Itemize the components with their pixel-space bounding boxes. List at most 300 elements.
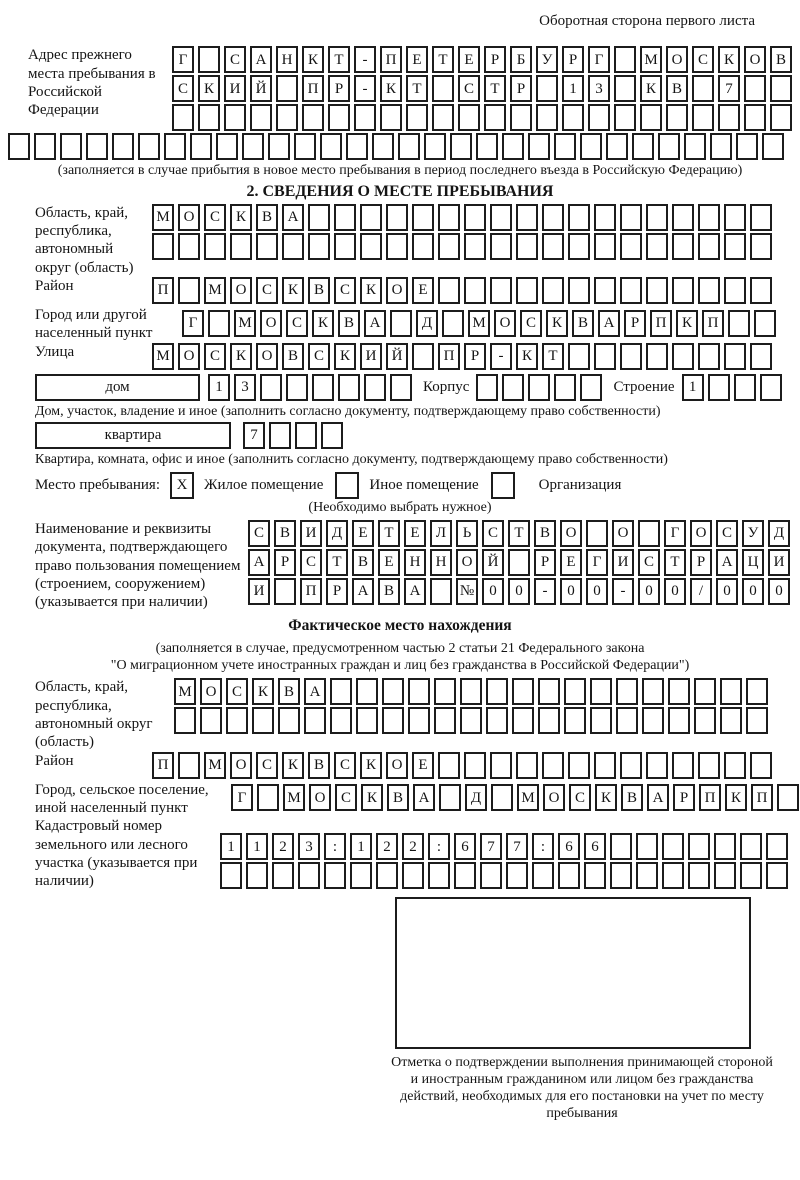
form-cell[interactable] bbox=[246, 862, 268, 889]
form-cell[interactable]: К bbox=[640, 75, 662, 102]
form-cell[interactable] bbox=[692, 75, 714, 102]
form-cell[interactable] bbox=[278, 707, 300, 734]
form-cell[interactable] bbox=[204, 233, 226, 260]
form-cell[interactable] bbox=[688, 833, 710, 860]
form-cell[interactable] bbox=[580, 374, 602, 401]
form-cell[interactable] bbox=[276, 75, 298, 102]
form-cell[interactable]: С bbox=[334, 277, 356, 304]
form-cell[interactable] bbox=[746, 707, 768, 734]
form-cell[interactable] bbox=[434, 678, 456, 705]
form-cell[interactable] bbox=[268, 133, 290, 160]
form-cell[interactable] bbox=[698, 343, 720, 370]
form-cell[interactable] bbox=[294, 133, 316, 160]
form-cell[interactable]: Л bbox=[430, 520, 452, 547]
form-cell[interactable]: К bbox=[360, 752, 382, 779]
form-cell[interactable] bbox=[594, 233, 616, 260]
form-cell[interactable] bbox=[430, 578, 452, 605]
form-cell[interactable] bbox=[208, 310, 230, 337]
form-cell[interactable] bbox=[295, 422, 317, 449]
form-cell[interactable] bbox=[770, 75, 792, 102]
form-cell[interactable] bbox=[638, 520, 660, 547]
form-cell[interactable] bbox=[684, 133, 706, 160]
form-cell[interactable]: К bbox=[282, 277, 304, 304]
form-cell[interactable] bbox=[750, 752, 772, 779]
form-cell[interactable] bbox=[308, 233, 330, 260]
form-cell[interactable]: К bbox=[718, 46, 740, 73]
form-cell[interactable]: А bbox=[282, 204, 304, 231]
form-cell[interactable]: П bbox=[438, 343, 460, 370]
form-cell[interactable] bbox=[138, 133, 160, 160]
form-cell[interactable] bbox=[464, 233, 486, 260]
form-cell[interactable] bbox=[744, 75, 766, 102]
form-cell[interactable]: Е bbox=[378, 549, 400, 576]
form-cell[interactable] bbox=[516, 277, 538, 304]
form-cell[interactable] bbox=[260, 374, 282, 401]
form-cell[interactable]: Г bbox=[172, 46, 194, 73]
form-cell[interactable] bbox=[334, 204, 356, 231]
form-cell[interactable]: Т bbox=[328, 46, 350, 73]
form-cell[interactable]: 3 bbox=[298, 833, 320, 860]
form-cell[interactable]: У bbox=[536, 46, 558, 73]
form-cell[interactable] bbox=[486, 707, 508, 734]
form-cell[interactable] bbox=[614, 46, 636, 73]
form-cell[interactable] bbox=[532, 862, 554, 889]
organization-checkbox[interactable] bbox=[491, 472, 515, 499]
form-cell[interactable] bbox=[720, 707, 742, 734]
form-cell[interactable]: О bbox=[256, 343, 278, 370]
form-cell[interactable] bbox=[506, 862, 528, 889]
form-cell[interactable] bbox=[588, 104, 610, 131]
form-cell[interactable]: 6 bbox=[584, 833, 606, 860]
form-cell[interactable] bbox=[724, 277, 746, 304]
form-cell[interactable]: Т bbox=[378, 520, 400, 547]
form-cell[interactable]: Ц bbox=[742, 549, 764, 576]
form-cell[interactable] bbox=[428, 862, 450, 889]
form-cell[interactable] bbox=[512, 707, 534, 734]
residential-checkbox[interactable]: X bbox=[170, 472, 194, 499]
form-cell[interactable]: Е bbox=[412, 752, 434, 779]
form-cell[interactable]: К bbox=[676, 310, 698, 337]
form-cell[interactable] bbox=[276, 104, 298, 131]
form-cell[interactable]: - bbox=[534, 578, 556, 605]
form-cell[interactable] bbox=[620, 752, 642, 779]
form-cell[interactable]: С bbox=[224, 46, 246, 73]
form-cell[interactable]: А bbox=[364, 310, 386, 337]
form-cell[interactable]: М bbox=[640, 46, 662, 73]
form-cell[interactable] bbox=[708, 374, 730, 401]
form-cell[interactable] bbox=[510, 104, 532, 131]
form-cell[interactable] bbox=[438, 752, 460, 779]
form-cell[interactable] bbox=[586, 520, 608, 547]
form-cell[interactable]: 2 bbox=[376, 833, 398, 860]
form-cell[interactable] bbox=[376, 862, 398, 889]
form-cell[interactable] bbox=[434, 707, 456, 734]
form-cell[interactable]: 6 bbox=[558, 833, 580, 860]
form-cell[interactable]: А bbox=[304, 678, 326, 705]
form-cell[interactable] bbox=[594, 204, 616, 231]
form-cell[interactable]: Н bbox=[404, 549, 426, 576]
form-cell[interactable] bbox=[512, 678, 534, 705]
form-cell[interactable] bbox=[252, 707, 274, 734]
form-cell[interactable] bbox=[330, 707, 352, 734]
form-cell[interactable]: 2 bbox=[402, 833, 424, 860]
form-cell[interactable]: - bbox=[490, 343, 512, 370]
form-cell[interactable]: О bbox=[260, 310, 282, 337]
form-cell[interactable] bbox=[710, 133, 732, 160]
form-cell[interactable] bbox=[590, 707, 612, 734]
form-cell[interactable] bbox=[750, 343, 772, 370]
form-cell[interactable]: 1 bbox=[208, 374, 230, 401]
form-cell[interactable] bbox=[398, 133, 420, 160]
form-cell[interactable] bbox=[594, 277, 616, 304]
form-cell[interactable]: О bbox=[560, 520, 582, 547]
form-cell[interactable] bbox=[484, 104, 506, 131]
form-cell[interactable]: Ь bbox=[456, 520, 478, 547]
form-cell[interactable]: К bbox=[361, 784, 383, 811]
form-cell[interactable] bbox=[564, 678, 586, 705]
form-cell[interactable] bbox=[442, 310, 464, 337]
form-cell[interactable] bbox=[412, 233, 434, 260]
form-cell[interactable] bbox=[564, 707, 586, 734]
form-cell[interactable] bbox=[610, 833, 632, 860]
form-cell[interactable]: Д bbox=[416, 310, 438, 337]
form-cell[interactable] bbox=[408, 678, 430, 705]
form-cell[interactable] bbox=[642, 678, 664, 705]
form-cell[interactable] bbox=[224, 104, 246, 131]
form-cell[interactable] bbox=[86, 133, 108, 160]
form-cell[interactable]: В bbox=[274, 520, 296, 547]
form-cell[interactable] bbox=[554, 133, 576, 160]
form-cell[interactable] bbox=[724, 343, 746, 370]
form-cell[interactable]: Й bbox=[250, 75, 272, 102]
form-cell[interactable]: Е bbox=[560, 549, 582, 576]
form-cell[interactable] bbox=[198, 46, 220, 73]
form-cell[interactable]: М bbox=[152, 204, 174, 231]
form-cell[interactable]: В bbox=[282, 343, 304, 370]
form-cell[interactable]: 0 bbox=[664, 578, 686, 605]
form-cell[interactable] bbox=[724, 204, 746, 231]
form-cell[interactable]: А bbox=[413, 784, 435, 811]
form-cell[interactable]: Т bbox=[664, 549, 686, 576]
form-cell[interactable] bbox=[614, 75, 636, 102]
form-cell[interactable] bbox=[646, 233, 668, 260]
form-cell[interactable]: С bbox=[204, 204, 226, 231]
form-cell[interactable] bbox=[640, 104, 662, 131]
form-cell[interactable]: Т bbox=[508, 520, 530, 547]
form-cell[interactable] bbox=[502, 374, 524, 401]
form-cell[interactable]: 1 bbox=[682, 374, 704, 401]
form-cell[interactable] bbox=[536, 75, 558, 102]
form-cell[interactable] bbox=[658, 133, 680, 160]
form-cell[interactable] bbox=[356, 707, 378, 734]
form-cell[interactable]: : bbox=[428, 833, 450, 860]
form-cell[interactable] bbox=[750, 233, 772, 260]
form-cell[interactable]: О bbox=[666, 46, 688, 73]
form-cell[interactable]: Р bbox=[328, 75, 350, 102]
form-cell[interactable]: С bbox=[520, 310, 542, 337]
form-cell[interactable]: : bbox=[532, 833, 554, 860]
form-cell[interactable] bbox=[766, 862, 788, 889]
form-cell[interactable] bbox=[380, 104, 402, 131]
form-cell[interactable] bbox=[476, 133, 498, 160]
form-cell[interactable]: 0 bbox=[768, 578, 790, 605]
form-cell[interactable]: / bbox=[690, 578, 712, 605]
form-cell[interactable]: М bbox=[204, 277, 226, 304]
form-cell[interactable]: С bbox=[334, 752, 356, 779]
form-cell[interactable]: П bbox=[751, 784, 773, 811]
form-cell[interactable] bbox=[734, 374, 756, 401]
form-cell[interactable] bbox=[594, 752, 616, 779]
form-cell[interactable] bbox=[382, 707, 404, 734]
form-cell[interactable]: О bbox=[200, 678, 222, 705]
form-cell[interactable]: 0 bbox=[586, 578, 608, 605]
form-cell[interactable] bbox=[750, 204, 772, 231]
form-cell[interactable]: О bbox=[543, 784, 565, 811]
form-cell[interactable]: О bbox=[230, 277, 252, 304]
form-cell[interactable]: № bbox=[456, 578, 478, 605]
form-cell[interactable]: М bbox=[152, 343, 174, 370]
form-cell[interactable]: А bbox=[598, 310, 620, 337]
form-cell[interactable]: П bbox=[702, 310, 724, 337]
form-cell[interactable]: А bbox=[716, 549, 738, 576]
form-cell[interactable] bbox=[662, 833, 684, 860]
form-cell[interactable]: 1 bbox=[350, 833, 372, 860]
form-cell[interactable] bbox=[616, 707, 638, 734]
form-cell[interactable]: П bbox=[152, 752, 174, 779]
other-premises-checkbox[interactable] bbox=[335, 472, 359, 499]
form-cell[interactable]: О bbox=[612, 520, 634, 547]
form-cell[interactable]: М bbox=[234, 310, 256, 337]
form-cell[interactable]: С bbox=[226, 678, 248, 705]
form-cell[interactable]: О bbox=[178, 204, 200, 231]
form-cell[interactable] bbox=[536, 104, 558, 131]
form-cell[interactable] bbox=[646, 752, 668, 779]
form-cell[interactable]: А bbox=[352, 578, 374, 605]
form-cell[interactable]: 6 bbox=[454, 833, 476, 860]
form-cell[interactable]: Г bbox=[664, 520, 686, 547]
form-cell[interactable]: К bbox=[334, 343, 356, 370]
form-cell[interactable] bbox=[718, 104, 740, 131]
form-cell[interactable]: Н bbox=[276, 46, 298, 73]
form-cell[interactable] bbox=[672, 277, 694, 304]
form-cell[interactable]: В bbox=[666, 75, 688, 102]
form-cell[interactable] bbox=[172, 104, 194, 131]
form-cell[interactable] bbox=[424, 133, 446, 160]
form-cell[interactable]: С bbox=[172, 75, 194, 102]
form-cell[interactable] bbox=[672, 343, 694, 370]
form-cell[interactable]: Д bbox=[326, 520, 348, 547]
form-cell[interactable] bbox=[460, 678, 482, 705]
form-cell[interactable]: Е bbox=[352, 520, 374, 547]
form-cell[interactable] bbox=[542, 204, 564, 231]
form-cell[interactable]: М bbox=[204, 752, 226, 779]
form-cell[interactable] bbox=[528, 133, 550, 160]
form-cell[interactable]: К bbox=[252, 678, 274, 705]
form-cell[interactable]: : bbox=[324, 833, 346, 860]
form-cell[interactable]: 3 bbox=[234, 374, 256, 401]
form-cell[interactable]: А bbox=[248, 549, 270, 576]
form-cell[interactable]: В bbox=[256, 204, 278, 231]
form-cell[interactable] bbox=[178, 277, 200, 304]
form-cell[interactable]: И bbox=[248, 578, 270, 605]
form-cell[interactable] bbox=[694, 678, 716, 705]
form-cell[interactable] bbox=[220, 862, 242, 889]
form-cell[interactable]: О bbox=[494, 310, 516, 337]
form-cell[interactable] bbox=[112, 133, 134, 160]
form-cell[interactable]: С bbox=[569, 784, 591, 811]
form-cell[interactable] bbox=[486, 678, 508, 705]
form-cell[interactable]: К bbox=[595, 784, 617, 811]
form-cell[interactable]: 3 bbox=[588, 75, 610, 102]
form-cell[interactable] bbox=[464, 752, 486, 779]
form-cell[interactable] bbox=[568, 277, 590, 304]
form-cell[interactable]: 0 bbox=[560, 578, 582, 605]
form-cell[interactable] bbox=[364, 374, 386, 401]
form-cell[interactable]: С bbox=[335, 784, 357, 811]
form-cell[interactable] bbox=[672, 752, 694, 779]
form-cell[interactable]: К bbox=[302, 46, 324, 73]
form-cell[interactable] bbox=[744, 104, 766, 131]
form-cell[interactable] bbox=[438, 277, 460, 304]
form-cell[interactable] bbox=[620, 277, 642, 304]
form-cell[interactable]: К bbox=[230, 204, 252, 231]
form-cell[interactable]: 0 bbox=[638, 578, 660, 605]
form-cell[interactable]: С bbox=[458, 75, 480, 102]
form-cell[interactable] bbox=[668, 678, 690, 705]
form-cell[interactable]: К bbox=[312, 310, 334, 337]
form-cell[interactable] bbox=[450, 133, 472, 160]
form-cell[interactable] bbox=[740, 833, 762, 860]
form-cell[interactable] bbox=[408, 707, 430, 734]
form-cell[interactable] bbox=[694, 707, 716, 734]
form-cell[interactable]: К bbox=[546, 310, 568, 337]
form-cell[interactable] bbox=[200, 707, 222, 734]
form-cell[interactable]: Т bbox=[432, 46, 454, 73]
form-cell[interactable]: - bbox=[354, 75, 376, 102]
form-cell[interactable]: С bbox=[256, 277, 278, 304]
form-cell[interactable]: Д bbox=[768, 520, 790, 547]
form-cell[interactable]: И bbox=[768, 549, 790, 576]
form-cell[interactable]: С bbox=[286, 310, 308, 337]
form-cell[interactable]: Г bbox=[231, 784, 253, 811]
form-cell[interactable] bbox=[636, 862, 658, 889]
form-cell[interactable] bbox=[464, 277, 486, 304]
form-cell[interactable]: Т bbox=[326, 549, 348, 576]
form-cell[interactable]: К bbox=[282, 752, 304, 779]
form-cell[interactable] bbox=[584, 862, 606, 889]
form-cell[interactable]: О bbox=[386, 752, 408, 779]
form-cell[interactable] bbox=[538, 707, 560, 734]
form-cell[interactable]: У bbox=[742, 520, 764, 547]
form-cell[interactable] bbox=[480, 862, 502, 889]
form-cell[interactable]: Р bbox=[624, 310, 646, 337]
form-cell[interactable] bbox=[542, 752, 564, 779]
form-cell[interactable] bbox=[698, 752, 720, 779]
form-cell[interactable] bbox=[594, 343, 616, 370]
form-cell[interactable] bbox=[432, 104, 454, 131]
form-cell[interactable] bbox=[286, 374, 308, 401]
form-cell[interactable] bbox=[720, 678, 742, 705]
form-cell[interactable] bbox=[152, 233, 174, 260]
form-cell[interactable]: О bbox=[386, 277, 408, 304]
form-cell[interactable] bbox=[642, 707, 664, 734]
form-cell[interactable]: Г bbox=[586, 549, 608, 576]
form-cell[interactable]: Е bbox=[412, 277, 434, 304]
form-cell[interactable] bbox=[338, 374, 360, 401]
form-cell[interactable] bbox=[558, 862, 580, 889]
form-cell[interactable] bbox=[766, 833, 788, 860]
form-cell[interactable]: П bbox=[380, 46, 402, 73]
form-cell[interactable]: Р bbox=[673, 784, 695, 811]
form-cell[interactable]: О bbox=[178, 343, 200, 370]
form-cell[interactable] bbox=[672, 204, 694, 231]
form-cell[interactable] bbox=[356, 678, 378, 705]
form-cell[interactable]: Й bbox=[482, 549, 504, 576]
form-cell[interactable] bbox=[34, 133, 56, 160]
form-cell[interactable]: В bbox=[338, 310, 360, 337]
form-cell[interactable] bbox=[328, 104, 350, 131]
form-cell[interactable]: П bbox=[650, 310, 672, 337]
form-cell[interactable] bbox=[580, 133, 602, 160]
form-cell[interactable]: И bbox=[612, 549, 634, 576]
form-cell[interactable]: Т bbox=[542, 343, 564, 370]
form-cell[interactable]: С bbox=[716, 520, 738, 547]
form-cell[interactable] bbox=[324, 862, 346, 889]
form-cell[interactable] bbox=[274, 578, 296, 605]
form-cell[interactable] bbox=[538, 678, 560, 705]
form-cell[interactable] bbox=[164, 133, 186, 160]
form-cell[interactable] bbox=[508, 549, 530, 576]
form-cell[interactable] bbox=[178, 752, 200, 779]
form-cell[interactable]: С bbox=[248, 520, 270, 547]
form-cell[interactable] bbox=[308, 204, 330, 231]
form-cell[interactable] bbox=[698, 233, 720, 260]
form-cell[interactable]: С bbox=[204, 343, 226, 370]
form-cell[interactable] bbox=[502, 133, 524, 160]
form-cell[interactable]: К bbox=[516, 343, 538, 370]
form-cell[interactable]: П bbox=[152, 277, 174, 304]
form-cell[interactable]: Й bbox=[386, 343, 408, 370]
form-cell[interactable] bbox=[360, 204, 382, 231]
form-cell[interactable] bbox=[312, 374, 334, 401]
form-cell[interactable]: К bbox=[380, 75, 402, 102]
form-cell[interactable] bbox=[750, 277, 772, 304]
form-cell[interactable] bbox=[606, 133, 628, 160]
form-cell[interactable]: Р bbox=[484, 46, 506, 73]
form-cell[interactable] bbox=[754, 310, 776, 337]
form-cell[interactable] bbox=[692, 104, 714, 131]
form-cell[interactable]: 0 bbox=[742, 578, 764, 605]
form-cell[interactable]: С bbox=[692, 46, 714, 73]
form-cell[interactable]: В bbox=[770, 46, 792, 73]
form-cell[interactable] bbox=[668, 707, 690, 734]
form-cell[interactable]: Е bbox=[404, 520, 426, 547]
form-cell[interactable] bbox=[542, 277, 564, 304]
form-cell[interactable]: М bbox=[517, 784, 539, 811]
form-cell[interactable] bbox=[714, 833, 736, 860]
form-cell[interactable] bbox=[372, 133, 394, 160]
form-cell[interactable]: С bbox=[308, 343, 330, 370]
form-cell[interactable]: С bbox=[256, 752, 278, 779]
form-cell[interactable]: Р bbox=[274, 549, 296, 576]
form-cell[interactable]: Р bbox=[562, 46, 584, 73]
form-cell[interactable] bbox=[542, 233, 564, 260]
form-cell[interactable] bbox=[736, 133, 758, 160]
form-cell[interactable]: А bbox=[250, 46, 272, 73]
form-cell[interactable]: Н bbox=[430, 549, 452, 576]
form-cell[interactable]: Б bbox=[510, 46, 532, 73]
form-cell[interactable]: - bbox=[354, 46, 376, 73]
